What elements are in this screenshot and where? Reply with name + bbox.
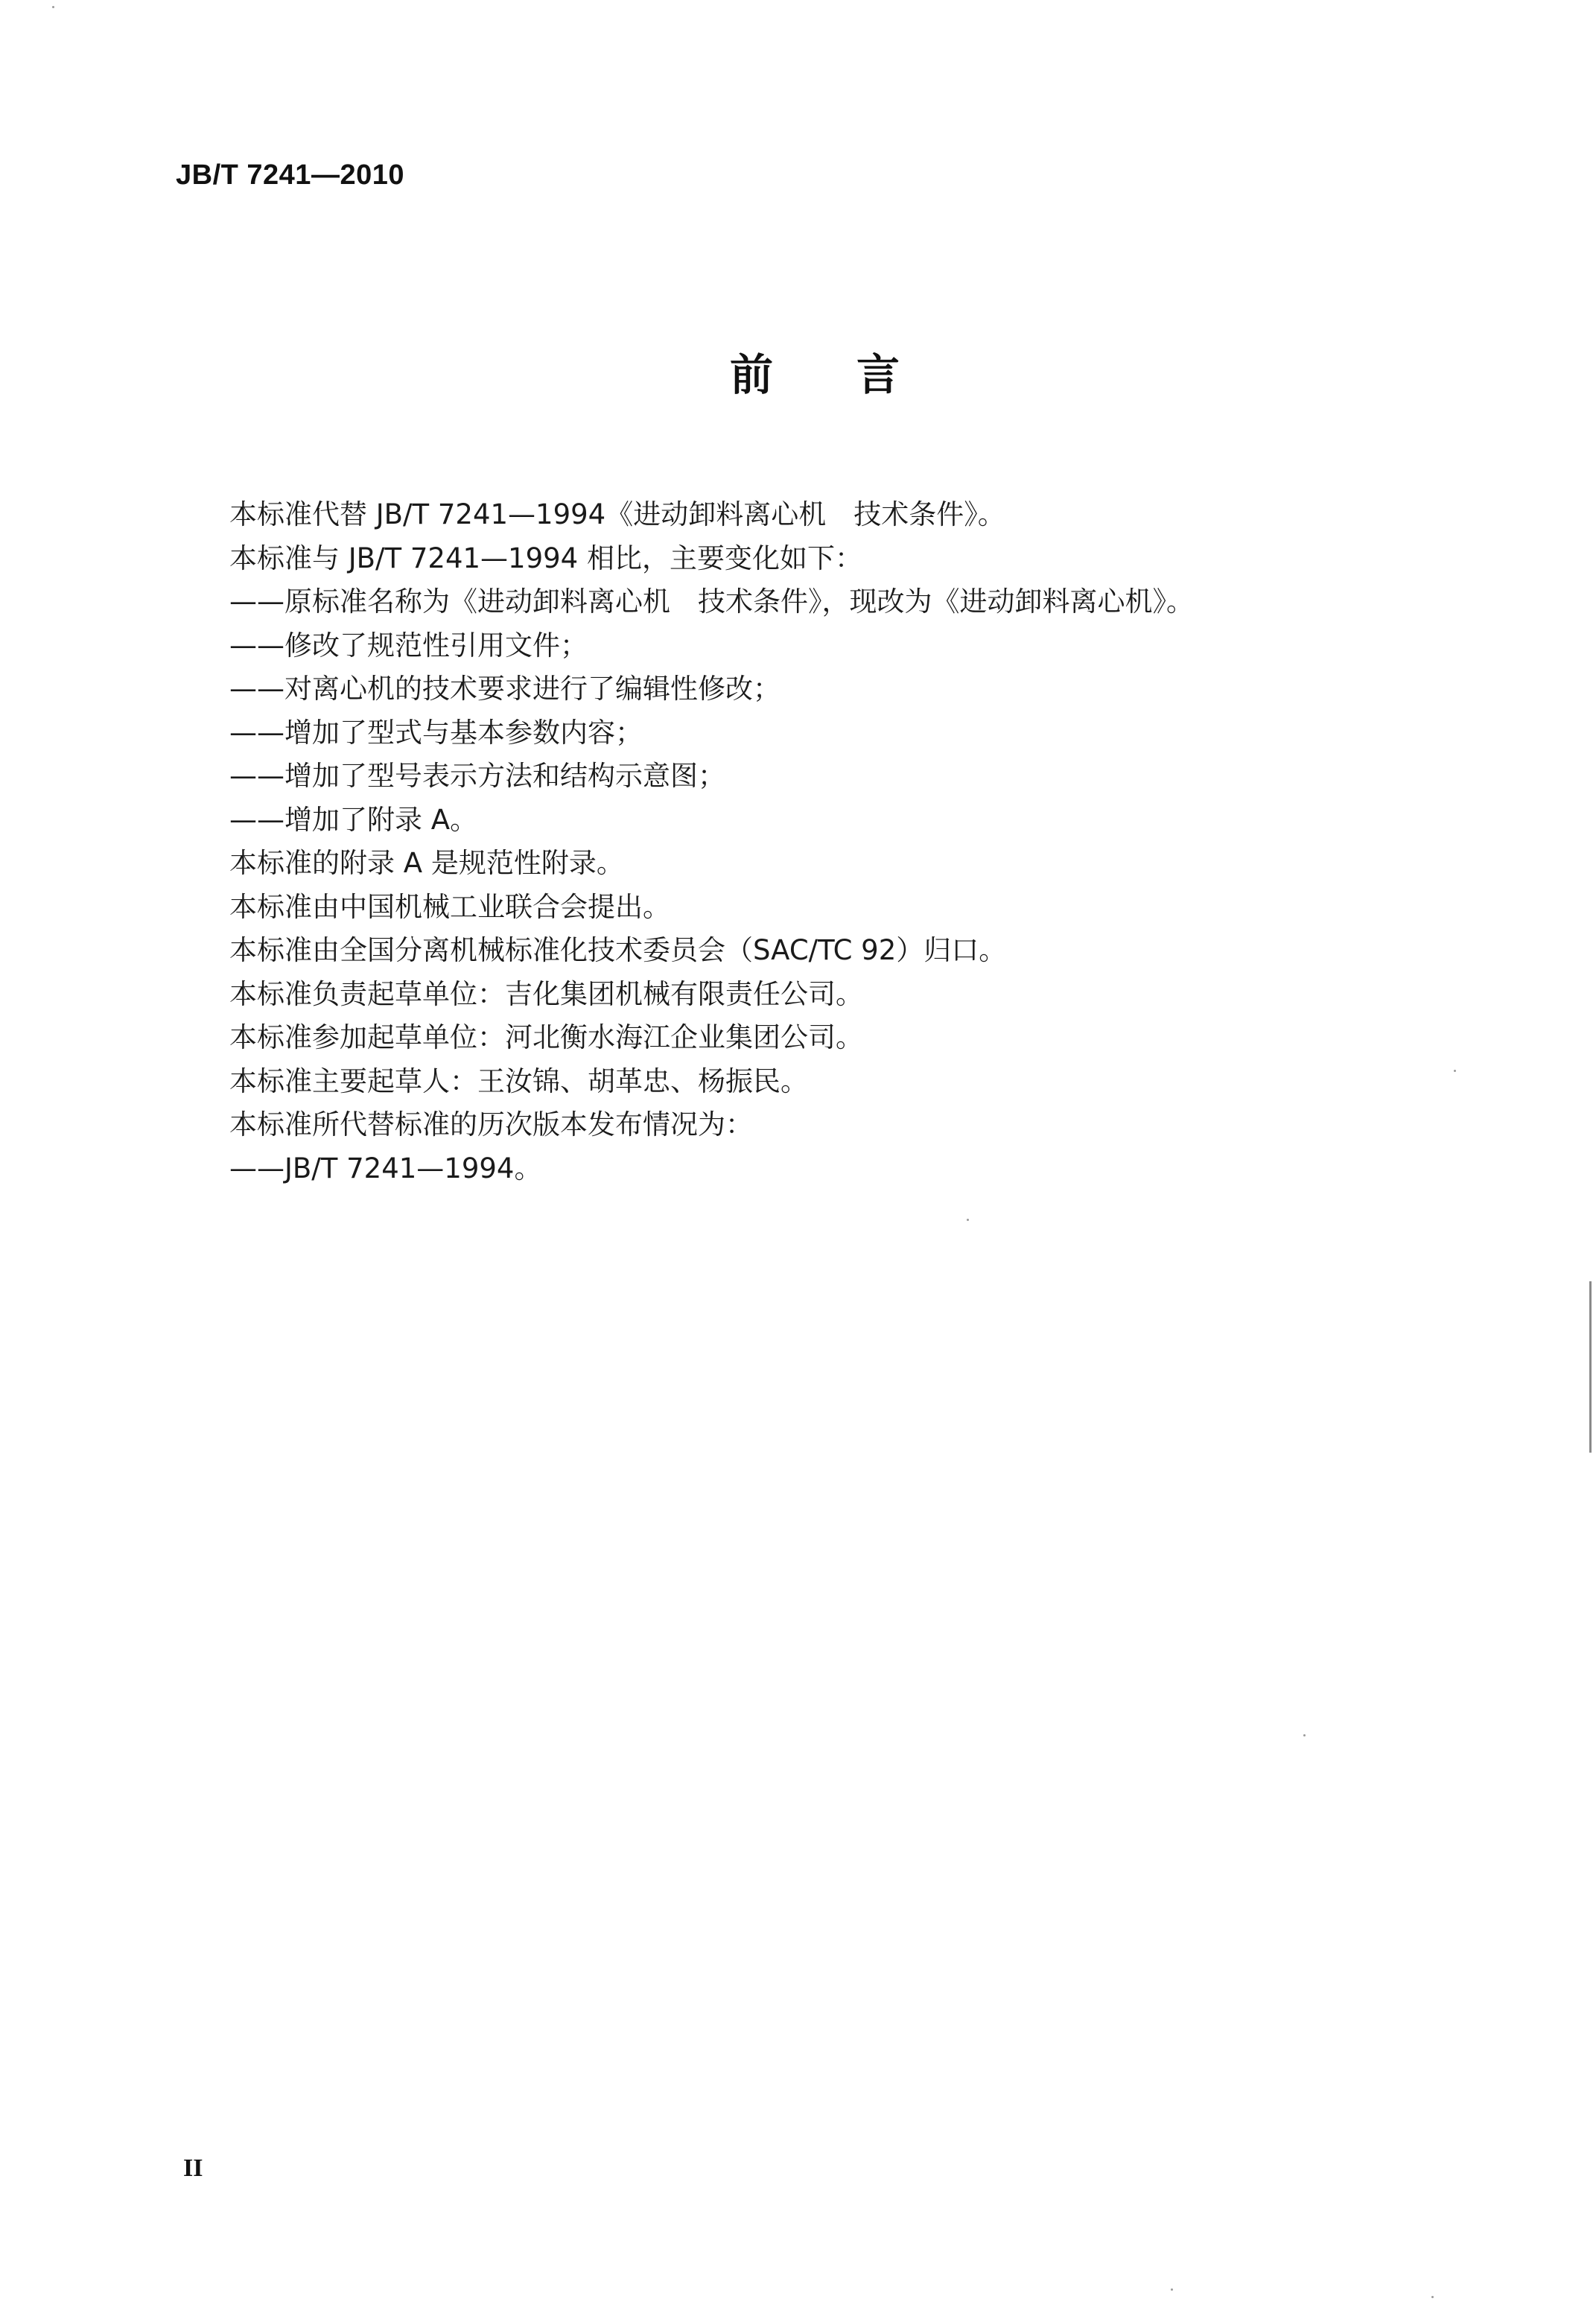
scan-speck [52,6,54,8]
body-line: 本标准参加起草单位：河北衡水海江企业集团公司。 [229,1021,863,1053]
body-line: ——增加了型式与基本参数内容； [229,716,643,749]
body-line: 本标准所代替标准的历次版本发布情况为： [229,1108,753,1141]
body-line: 本标准由中国机械工业联合会提出。 [229,890,670,923]
body-line: ——JB/T 7241—1994。 [229,1152,542,1184]
body-line: 本标准的附录 A 是规范性附录。 [229,847,624,879]
body-line: 本标准负责起草单位：吉化集团机械有限责任公司。 [229,977,863,1010]
body-line: ——原标准名称为《进动卸料离心机 技术条件》，现改为《进动卸料离心机》。 [229,586,1194,618]
body-line: ——增加了附录 A。 [229,803,478,836]
body-line: ——增加了型号表示方法和结构示意图； [229,760,725,792]
body-line: 本标准代替 JB/T 7241—1994《进动卸料离心机 技术条件》。 [229,498,1005,530]
page-number: II [183,2154,203,2182]
standard-code: JB/T 7241—2010 [176,159,404,191]
page-title: 前言 [730,349,984,400]
body-line: ——修改了规范性引用文件； [229,629,588,662]
scan-edge-mark [1589,1281,1592,1453]
body-line: 本标准主要起草人：王汝锦、胡革忠、杨振民。 [229,1065,808,1097]
scan-speck [1303,1734,1306,1736]
foreword-body [229,493,1391,1190]
body-line: 本标准与 JB/T 7241—1994 相比，主要变化如下： [229,542,862,574]
scan-speck [967,1219,969,1221]
body-line: 本标准由全国分离机械标准化技术委员会（SAC/TC 92）归口。 [229,934,1007,966]
scan-speck [1171,2288,1173,2291]
scan-speck [1431,2296,1434,2298]
scan-speck [1454,1070,1456,1072]
body-line: ——对离心机的技术要求进行了编辑性修改； [229,673,780,705]
